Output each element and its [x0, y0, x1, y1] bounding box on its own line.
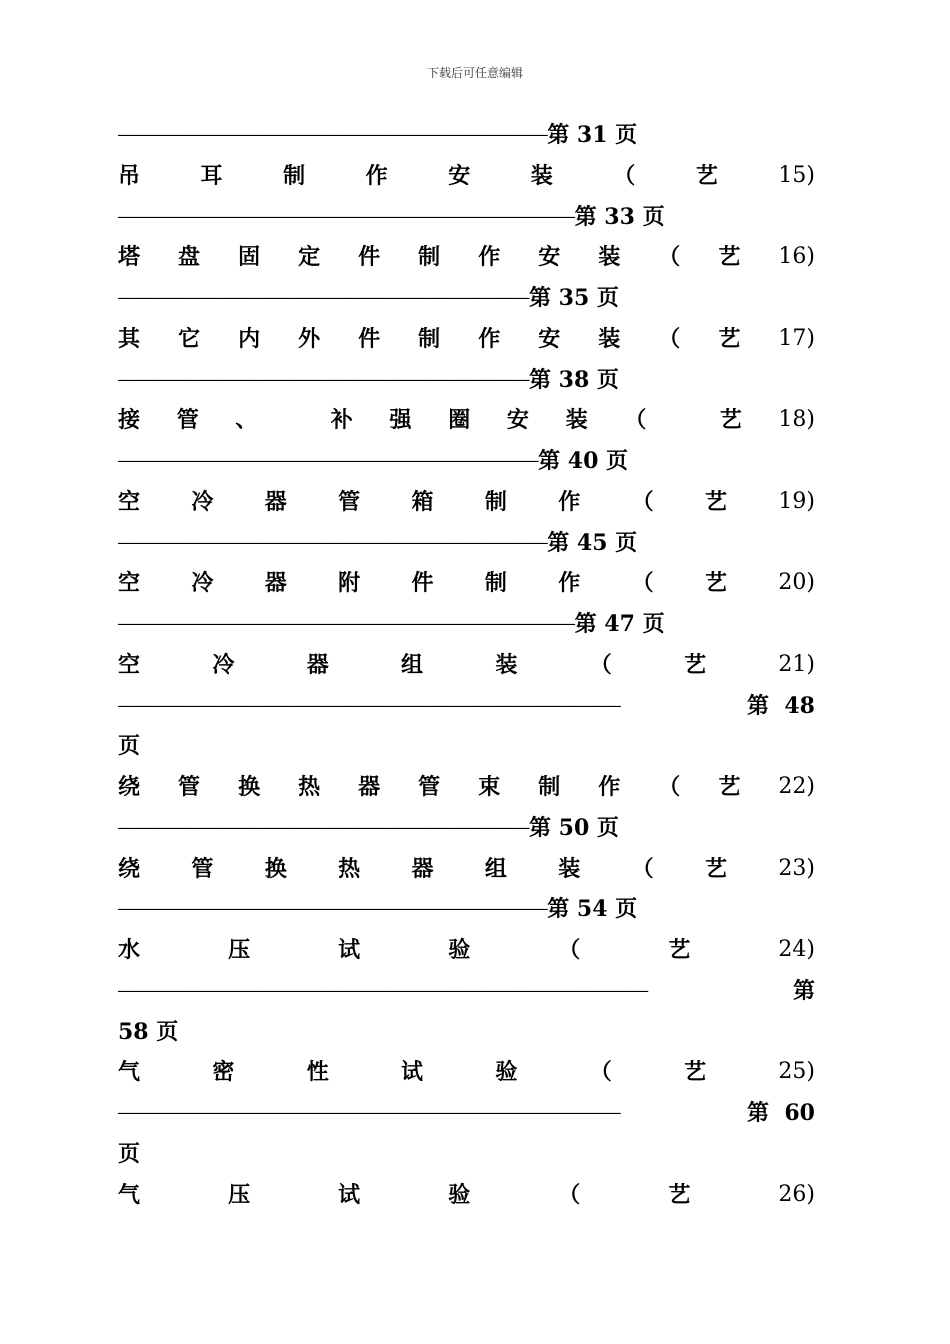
toc-title-char: 艺	[705, 855, 728, 882]
toc-title-char: （	[631, 855, 654, 882]
toc-title-char: 它	[178, 325, 201, 352]
toc-title-char: 器	[411, 855, 434, 882]
toc-title-char: 管	[418, 774, 441, 800]
toc-title-line	[118, 930, 815, 971]
toc-title-char: 管	[176, 407, 199, 434]
toc-title-char: 装	[598, 244, 621, 271]
toc-page-word: 第	[747, 692, 770, 719]
toc-title-char: 固	[238, 244, 261, 271]
toc-title-char: 安	[538, 244, 561, 271]
toc-leader-line	[118, 441, 815, 482]
toc-leader-line	[118, 889, 815, 930]
toc-title-char: 装	[530, 162, 553, 189]
toc-leader-line	[118, 1093, 815, 1134]
toc-item-number: 23)	[778, 855, 815, 881]
toc-leader-line	[118, 808, 815, 849]
toc-title-char: 补	[330, 407, 353, 434]
toc-title-char: 验	[495, 1059, 518, 1086]
toc-title-line	[118, 1052, 815, 1093]
toc-title-char: （	[624, 407, 647, 434]
toc-leader-line	[118, 523, 815, 564]
toc-wrapped-text: 58 页	[118, 1018, 179, 1045]
toc-title-line	[118, 237, 815, 278]
toc-leader-dashes: —————————————————————————————————————————————	[118, 817, 529, 837]
toc-item-number: 21)	[778, 651, 815, 677]
toc-wrapped-line	[118, 1012, 815, 1053]
toc-leader-line	[118, 197, 815, 238]
toc-title-char: 管	[191, 855, 214, 882]
toc-title-char: 制	[484, 570, 507, 597]
toc-page-ref: 第 35 页	[528, 285, 619, 311]
toc-wrapped-line	[118, 1134, 815, 1175]
toc-title-char: 试	[338, 1181, 361, 1208]
toc-title-char: （	[631, 488, 654, 515]
toc-page-ref: 第 47 页	[574, 611, 665, 637]
toc-title-char: 艺	[718, 325, 741, 352]
toc-item-number: 25)	[778, 1059, 815, 1085]
toc-title-char: 接	[118, 407, 141, 434]
toc-wrapped-text: 页	[118, 1140, 141, 1167]
toc-title-char: 管	[178, 774, 201, 800]
toc-title-char: 装	[598, 325, 621, 352]
toc-leader-line	[118, 686, 815, 727]
toc-title-char: 、	[235, 407, 258, 434]
toc-item-number: 17)	[778, 325, 815, 351]
toc-title-char: 器	[264, 570, 287, 597]
toc-page-ref: 第 50 页	[528, 814, 619, 841]
toc-title-char: （	[631, 570, 654, 597]
toc-title-char: （	[589, 651, 612, 678]
toc-title-char: 内	[238, 325, 261, 352]
toc-leader-dashes: ———————————————————————————————————————————————————————	[118, 1103, 621, 1122]
toc-title-char: 热	[298, 774, 321, 800]
toc-leader-dashes: —————————————————————————————————————————————	[118, 369, 529, 389]
toc-title-char: 安	[538, 325, 561, 352]
toc-title-char: 密	[212, 1059, 235, 1086]
toc-item-number: 16)	[778, 244, 815, 270]
spacer	[769, 1100, 784, 1126]
toc-title-char: 器	[306, 651, 329, 678]
toc-title-char: 作	[478, 325, 501, 352]
toc-page-ref	[793, 971, 815, 1012]
toc-title-char: 作	[365, 162, 388, 189]
toc-title-char: 艺	[668, 1181, 691, 1208]
toc-title-char: 空	[118, 570, 141, 597]
toc-title-char: 吊	[118, 162, 141, 189]
toc-title-char: 艺	[695, 162, 718, 189]
toc-title-char: 验	[448, 1181, 471, 1208]
toc-title-char: 艺	[718, 774, 741, 800]
toc-title-char: 安	[448, 162, 471, 189]
toc-title-char: 艺	[718, 244, 741, 271]
toc-wrapped-line	[118, 726, 815, 767]
toc-title-char: 水	[118, 937, 141, 963]
toc-title-char: 艺	[684, 1059, 707, 1086]
toc-leader-dashes: ——————————————————————————————————————————————	[118, 451, 539, 470]
toc-title-char: 制	[418, 244, 441, 271]
toc-title-line	[118, 645, 815, 686]
toc-page-ref: 第 38 页	[528, 366, 619, 393]
toc-title-char: 绕	[118, 855, 141, 882]
toc-title-char: （	[589, 1059, 612, 1086]
toc-leader-dashes: ———————————————————————————————————————————————	[118, 532, 548, 552]
toc-title-char: 定	[298, 244, 321, 271]
toc-page-number: 48	[784, 692, 815, 719]
toc-title-char: 器	[264, 488, 287, 515]
toc-item-number: 24)	[778, 937, 815, 962]
toc-title-char: 件	[411, 570, 434, 597]
toc-title-char: 束	[478, 774, 501, 800]
toc-title-char: 塔	[118, 244, 141, 271]
toc-title-char: 压	[228, 937, 251, 963]
toc-item-number: 26)	[778, 1181, 815, 1207]
toc-title-char: 艺	[705, 488, 728, 515]
toc-title-line	[118, 563, 815, 604]
toc-page-ref: 第 33 页	[574, 203, 665, 230]
toc-title-char: 件	[358, 244, 381, 271]
toc-title-char: 空	[118, 651, 141, 678]
toc-title-char: 冷	[191, 570, 214, 597]
toc-title-char: 强	[389, 407, 412, 434]
toc-title-char: 管	[338, 488, 361, 515]
toc-title-char: 外	[298, 325, 321, 352]
toc-title-char: 绕	[118, 774, 141, 800]
toc-item-number: 22)	[778, 774, 815, 799]
toc-title-line	[118, 1175, 815, 1216]
toc-leader-line	[118, 971, 815, 1012]
toc-title-char: 组	[401, 651, 424, 678]
toc-title-char: （	[658, 325, 681, 352]
toc-title-char: 艺	[705, 570, 728, 597]
toc-title-char: 试	[338, 937, 361, 963]
toc-title-char: 作	[598, 774, 621, 800]
toc-title-line	[118, 156, 815, 197]
toc-title-line	[118, 767, 815, 808]
toc-title-char: 组	[484, 855, 507, 882]
toc-title-char: 试	[401, 1059, 424, 1086]
toc-leader-line	[118, 360, 815, 401]
toc-title-char: 性	[306, 1059, 329, 1086]
toc-title-char: 耳	[200, 162, 223, 189]
toc-title-char: 制	[418, 325, 441, 352]
toc-leader-line	[118, 115, 815, 156]
toc-title-line	[118, 849, 815, 890]
toc-title-char: 圈	[448, 407, 471, 434]
toc-page-ref: 第 45 页	[547, 529, 638, 556]
toc-page-word: 第	[792, 977, 815, 1004]
toc-title-char: 艺	[668, 937, 691, 963]
toc-title-char: 气	[118, 1059, 141, 1086]
toc-title-char: （	[558, 1181, 581, 1208]
toc-page-word: 第	[747, 1100, 770, 1126]
toc-title-char: （	[658, 244, 681, 271]
toc-title-char: 压	[228, 1181, 251, 1208]
toc-title-char: 装	[558, 855, 581, 882]
toc-page-ref: 第 40 页	[538, 448, 629, 474]
toc-title-char: 其	[118, 325, 141, 352]
toc-leader-dashes: ———————————————————————————————————————————————	[118, 125, 548, 144]
toc-leader-dashes: ——————————————————————————————————————————————————	[118, 206, 575, 226]
toc-title-char: 冷	[212, 651, 235, 678]
toc-title-char: 安	[506, 407, 529, 434]
toc-page-ref	[747, 1093, 815, 1134]
toc-title-char: 作	[478, 244, 501, 271]
toc-title-char: 作	[558, 488, 581, 515]
toc-leader-dashes: ——————————————————————————————————————————————————————————	[118, 980, 648, 1000]
toc-title-char: （	[558, 937, 581, 963]
toc-title-char: 艺	[684, 651, 707, 678]
toc-title-char: （	[613, 162, 636, 189]
toc-page-ref: 第 54 页	[547, 896, 638, 923]
toc-leader-dashes: ——————————————————————————————————————————————————	[118, 614, 575, 633]
toc-title-char: 制	[283, 162, 306, 189]
toc-leader-line	[118, 278, 815, 319]
toc-title-char: 换	[264, 855, 287, 882]
toc-page-ref	[747, 686, 815, 727]
toc-title-char: （	[658, 774, 681, 800]
toc-leader-dashes: —————————————————————————————————————————————	[118, 288, 529, 307]
toc-item-number: 19)	[778, 488, 815, 514]
toc-leader-line	[118, 604, 815, 645]
toc-page-ref: 第 31 页	[547, 122, 638, 148]
toc-title-char: 艺	[719, 407, 742, 434]
toc-title-char: 件	[358, 325, 381, 352]
toc-title-char: 验	[448, 937, 471, 963]
toc-title-char: 箱	[411, 488, 434, 515]
page-header: 下载后可任意编辑	[426, 66, 523, 80]
table-of-contents	[118, 115, 815, 1215]
toc-title-line	[118, 482, 815, 523]
toc-title-char: 装	[495, 651, 518, 678]
toc-item-number: 15)	[778, 162, 815, 188]
toc-item-number: 20)	[778, 570, 815, 596]
toc-title-char: 制	[484, 488, 507, 515]
toc-leader-dashes: ———————————————————————————————————————————————————————	[118, 695, 621, 715]
toc-title-char: 热	[338, 855, 361, 882]
toc-title-char: 器	[358, 774, 381, 800]
toc-item-number: 18)	[778, 407, 815, 433]
toc-title-line	[118, 400, 815, 441]
toc-wrapped-text: 页	[118, 733, 141, 760]
toc-title-char: 作	[558, 570, 581, 597]
spacer	[769, 693, 784, 719]
toc-title-char: 空	[118, 488, 141, 515]
toc-page-number: 60	[784, 1100, 815, 1126]
toc-title-char: 装	[565, 407, 588, 434]
toc-title-char: 冷	[191, 488, 214, 515]
toc-title-char: 换	[238, 774, 261, 800]
toc-leader-dashes: ———————————————————————————————————————————————	[118, 899, 548, 919]
toc-title-char: 附	[338, 570, 361, 597]
toc-title-char: 盘	[178, 244, 201, 271]
toc-title-char: 气	[118, 1181, 141, 1208]
toc-title-char: 制	[538, 774, 561, 800]
toc-title-line	[118, 319, 815, 360]
